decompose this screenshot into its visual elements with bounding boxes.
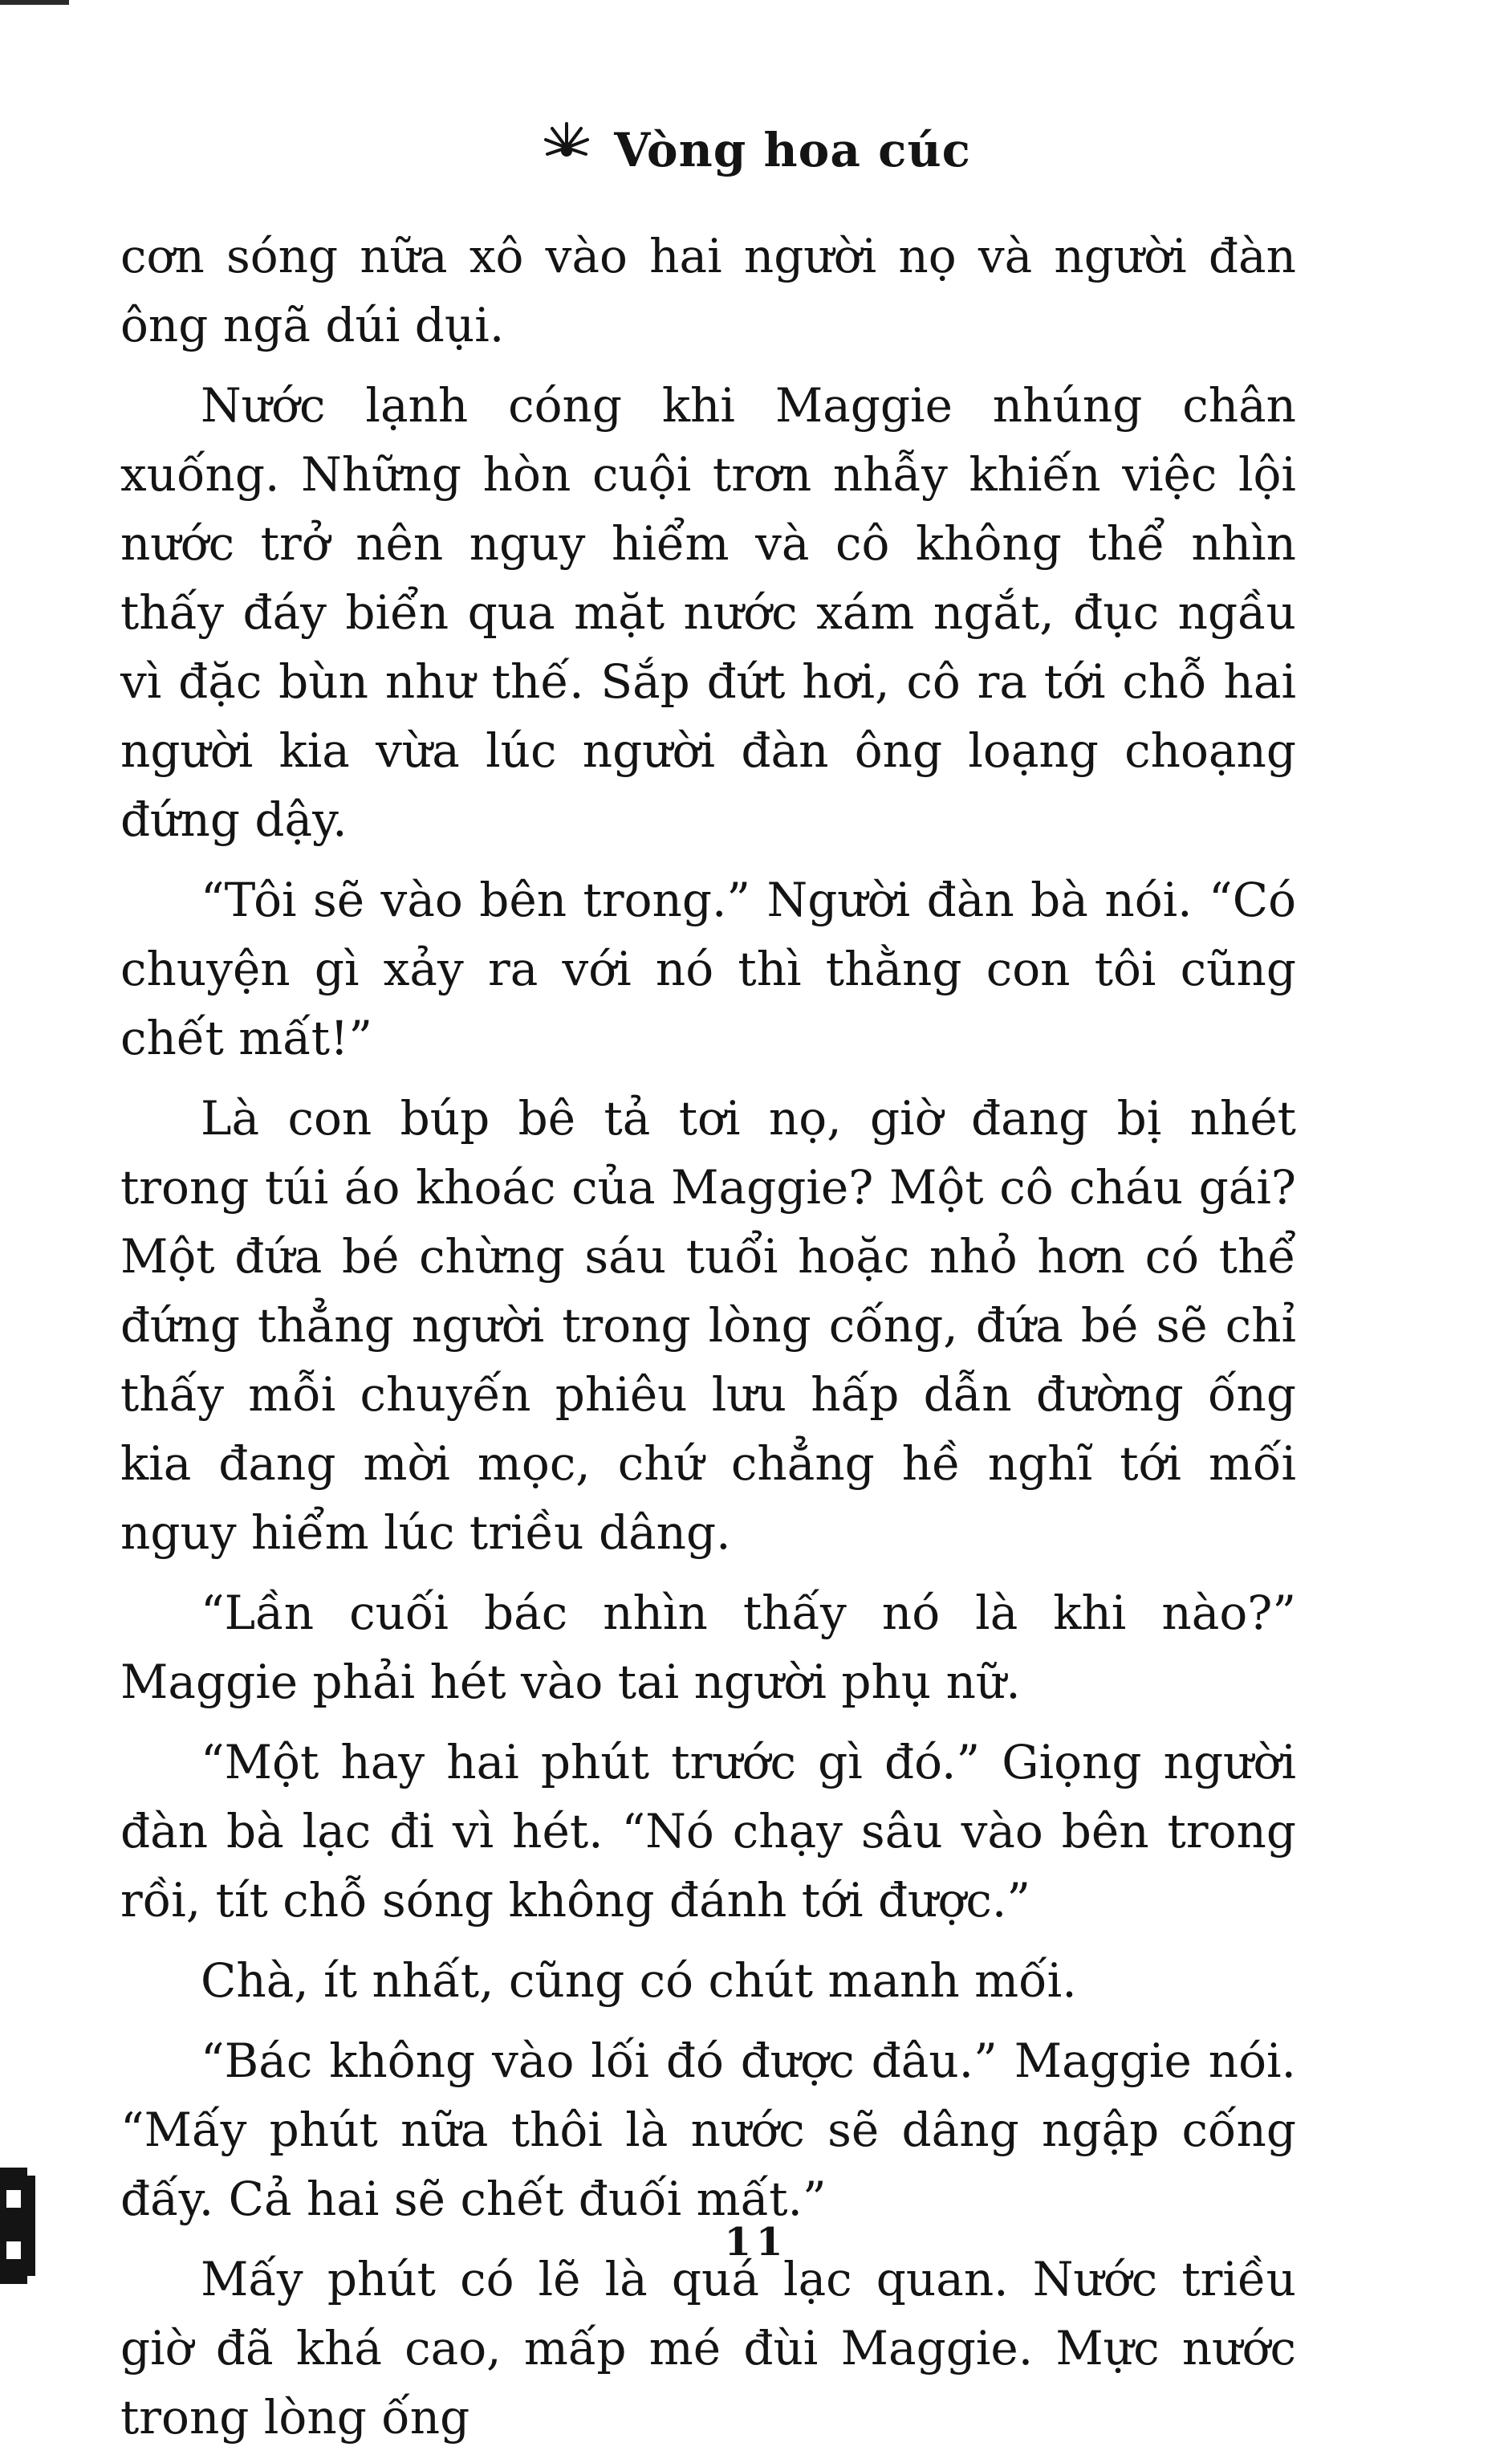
paragraph-9: Mấy phút có lẽ là quá lạc quan. Nước triều giờ đã khá cao, mấp mé đùi Maggie. Mực nước trong lòng ống <box>120 2252 1296 2445</box>
paragraph-4: Là con búp bê tả tơi nọ, giờ đang bị nhét trong túi áo khoác của Maggie? Một cô cháu gái? Một đứa bé chừng sáu tuổi hoặc nhỏ hơn có thể đứng thẳng người trong lòng cống, đứa bé sẽ chỉ thấy mỗi chuyến phiêu lưu hấp dẫn đường ống kia đang mời mọc, chứ chẳng hề nghĩ tới mối nguy hiểm lúc triều dâng. <box>120 1091 1296 1560</box>
sunburst-ornament-icon <box>541 119 592 181</box>
paragraph-2: Nước lạnh cóng khi Maggie nhúng chân xuống. Những hòn cuội trơn nhẫy khiến việc lội nước trở nên nguy hiểm và cô không thể nhìn thấy đáy biển qua mặt nước xám ngắt, đục ngầu vì đặc bùn như thế. Sắp đứt hơi, cô ra tới chỗ hai người kia vừa lúc người đàn ông loạng choạng đứng dậy. <box>120 378 1296 847</box>
paragraph-3: “Tôi sẽ vào bên trong.” Người đàn bà nói. “Có chuyện gì xảy ra với nó thì thằng con tôi cũng chết mất!” <box>120 873 1296 1065</box>
running-header <box>0 119 1512 181</box>
top-edge-line <box>0 0 69 5</box>
page-number: 11 <box>724 2220 788 2265</box>
book-title: Vòng hoa cúc <box>614 123 971 177</box>
paragraph-6: “Một hay hai phút trước gì đó.” Giọng người đàn bà lạc đi vì hét. “Nó chạy sâu vào bên trong rồi, tít chỗ sóng không đánh tới được.” <box>120 1735 1296 1928</box>
paragraph-8: “Bác không vào lối đó được đâu.” Maggie nói. “Mấy phút nữa thôi là nước sẽ dâng ngập cống đấy. Cả hai sẽ chết đuối mất.” <box>120 2034 1296 2226</box>
body-text <box>120 222 1296 2463</box>
paragraph-7: Chà, ít nhất, cũng có chút manh mối. <box>201 1953 1077 2008</box>
paragraph-1: cơn sóng nữa xô vào hai người nọ và người đàn ông ngã dúi dụi. <box>120 229 1296 352</box>
paragraph-5: “Lần cuối bác nhìn thấy nó là khi nào?” Maggie phải hét vào tai người phụ nữ. <box>120 1586 1296 1709</box>
